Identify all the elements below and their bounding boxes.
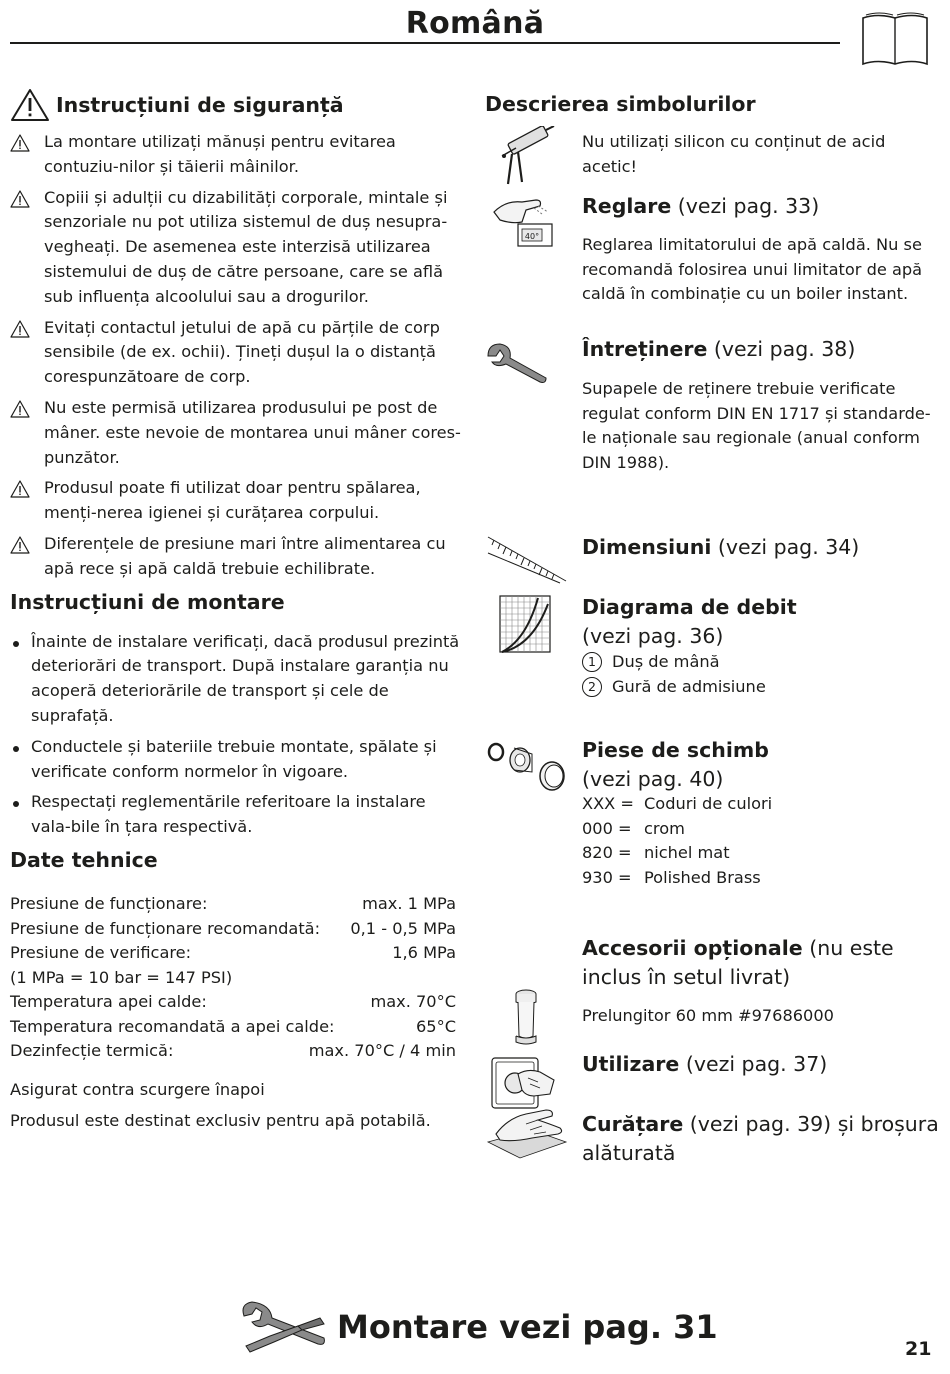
diagrama-item: 1 Duș de mână	[582, 650, 942, 675]
reglare-text: Reglarea limitatorului de apă caldă. Nu se recomandă folosirea unui limitator de apă caldă în combinație cu un boiler instant.	[582, 235, 923, 303]
tech-row: Presiune de funcționare: max. 1 MPa	[10, 893, 456, 913]
dimensiuni-heading: Dimensiuni (vezi pag. 34)	[582, 535, 860, 559]
safety-item: Produsul poate fi utilizat doar pentru spălarea, menți-nerea igienei și curățarea corpului.	[10, 476, 465, 526]
ruler-icon	[486, 535, 568, 585]
safety-item: Copiii și adulții cu dizabilități corporale, mintale și senzoriale nu pot utiliza sistemul de duș nesupra-vegheați. De asemenea este interzisă utilizarea sistemului de duș de către persoane, care se află sub influența alcoolului sau a drogurilor.	[10, 186, 465, 310]
warning-icon	[10, 134, 30, 152]
mounting-list	[10, 630, 465, 840]
thermostat-display: 40°	[524, 232, 540, 241]
tech-row: Temperatura apei calde: max. 70°C	[10, 992, 456, 1012]
silicone-gun-icon	[494, 126, 556, 188]
spare-parts-icon	[486, 738, 574, 796]
warning-icon	[10, 320, 30, 338]
tech-table	[10, 892, 456, 1064]
tech-row: (1 MPa = 10 bar = 147 PSI)	[10, 967, 233, 987]
safety-item: La montare utilizați mănuși pentru evitarea contuziu-nilor și tăierii mâinilor.	[10, 130, 465, 180]
tech-row: Temperatura recomandată a apei calde: 65°C	[10, 1016, 456, 1036]
symbols-title: Descrierea simbolurilor	[485, 92, 756, 116]
diagrama-list	[582, 650, 942, 699]
tech-title: Date tehnice	[10, 847, 158, 872]
potable-note: Produsul este destinat exclusiv pentru apă potabilă.	[10, 1110, 431, 1130]
safety-heading	[10, 88, 465, 122]
accesorii-heading: Accesorii opționale (nu este inclus în setul livrat)	[582, 936, 894, 989]
code-row: 820 = nichel mat	[582, 843, 730, 862]
flow-diagram-icon	[498, 594, 556, 656]
code-row: 000 = crom	[582, 818, 685, 838]
number-circle: 2	[582, 677, 602, 697]
tech-row: Presiune de verificare: 1,6 MPa	[10, 943, 456, 963]
book-icon	[860, 10, 930, 68]
diagrama-item: 2 Gură de admisiune	[582, 675, 942, 700]
tech-row: Dezinfecție termică: max. 70°C / 4 min	[10, 1041, 456, 1061]
backflow-note: Asigurat contra scurgere înapoi	[10, 1080, 265, 1100]
code-row: 930 = Polished Brass	[582, 867, 761, 887]
tech-row: Presiune de funcționare recomandată: 0,1 - 0,5 MPa	[10, 918, 456, 938]
warning-icon	[10, 190, 30, 208]
warning-icon	[10, 400, 30, 418]
silicone-text: Nu utilizați silicon cu conținut de acid acetic!	[582, 132, 886, 176]
color-codes	[582, 792, 942, 890]
warning-icon	[10, 536, 30, 554]
footer-title: Montare vezi pag. 31	[337, 1308, 718, 1346]
accesorii-text: Prelungitor 60 mm #97686000	[582, 1006, 834, 1025]
intretinere-text: Supapele de reținere trebuie verificate regulat conform DIN EN 1717 și standarde-le naționale sau regionale (anual conform DIN 1988).	[582, 379, 931, 472]
page-title: Română	[405, 6, 545, 41]
mounting-item: Respectați reglementările referitoare la instalare vala-bile în țara respectivă.	[10, 790, 465, 840]
reglare-heading: Reglare (vezi pag. 33)	[582, 194, 820, 218]
safety-title: Instrucțiuni de siguranță	[56, 93, 344, 117]
curatare-heading: Curățare (vezi pag. 39) și broșura alăturată	[582, 1112, 939, 1165]
safety-item: Diferențele de presiune mari între alimentarea cu apă rece și apă caldă trebuie echilibrate.	[10, 532, 465, 582]
left-column	[10, 88, 465, 1134]
extension-icon	[510, 988, 542, 1046]
wrench-icon	[486, 340, 548, 386]
hand-knob-icon	[488, 1050, 558, 1110]
cleaning-hand-icon	[486, 1106, 570, 1160]
code-row: XXX = Coduri de culori	[582, 794, 773, 813]
mounting-title: Instrucțiuni de montare	[10, 589, 285, 614]
tools-icon	[240, 1296, 330, 1356]
safety-item: Evitați contactul jetului de apă cu părțile de corp sensibile (de ex. ochii). Țineți dușul la o distanță corespunzătoare de corp.	[10, 316, 465, 390]
mounting-item: Înainte de instalare verificați, dacă produsul prezintă deteriorări de transport. După instalare garanția nu acoperă deteriorările de transport și cele de suprafață.	[10, 630, 465, 729]
mounting-item: Conductele și bateriile trebuie montate, spălate și verificate conform normelor în vigoare.	[10, 735, 465, 785]
intretinere-heading: Întreținere (vezi pag. 38)	[582, 337, 856, 361]
thermostat-hand-icon	[492, 194, 556, 250]
number-circle: 1	[582, 652, 602, 672]
tech-notes	[10, 1078, 465, 1134]
header-rule	[10, 42, 840, 44]
diagrama-heading: Diagrama de debit (vezi pag. 36)	[582, 595, 797, 648]
safety-list	[10, 130, 465, 582]
page-number: 21	[905, 1338, 932, 1360]
utilizare-heading: Utilizare (vezi pag. 37)	[582, 1052, 828, 1076]
warning-icon	[10, 480, 30, 498]
safety-item: Nu este permisă utilizarea produsului pe post de mâner. este nevoie de montarea unui mâner cores-punzător.	[10, 396, 465, 470]
piese-heading: Piese de schimb (vezi pag. 40)	[582, 738, 769, 791]
warning-large-icon	[10, 88, 50, 122]
